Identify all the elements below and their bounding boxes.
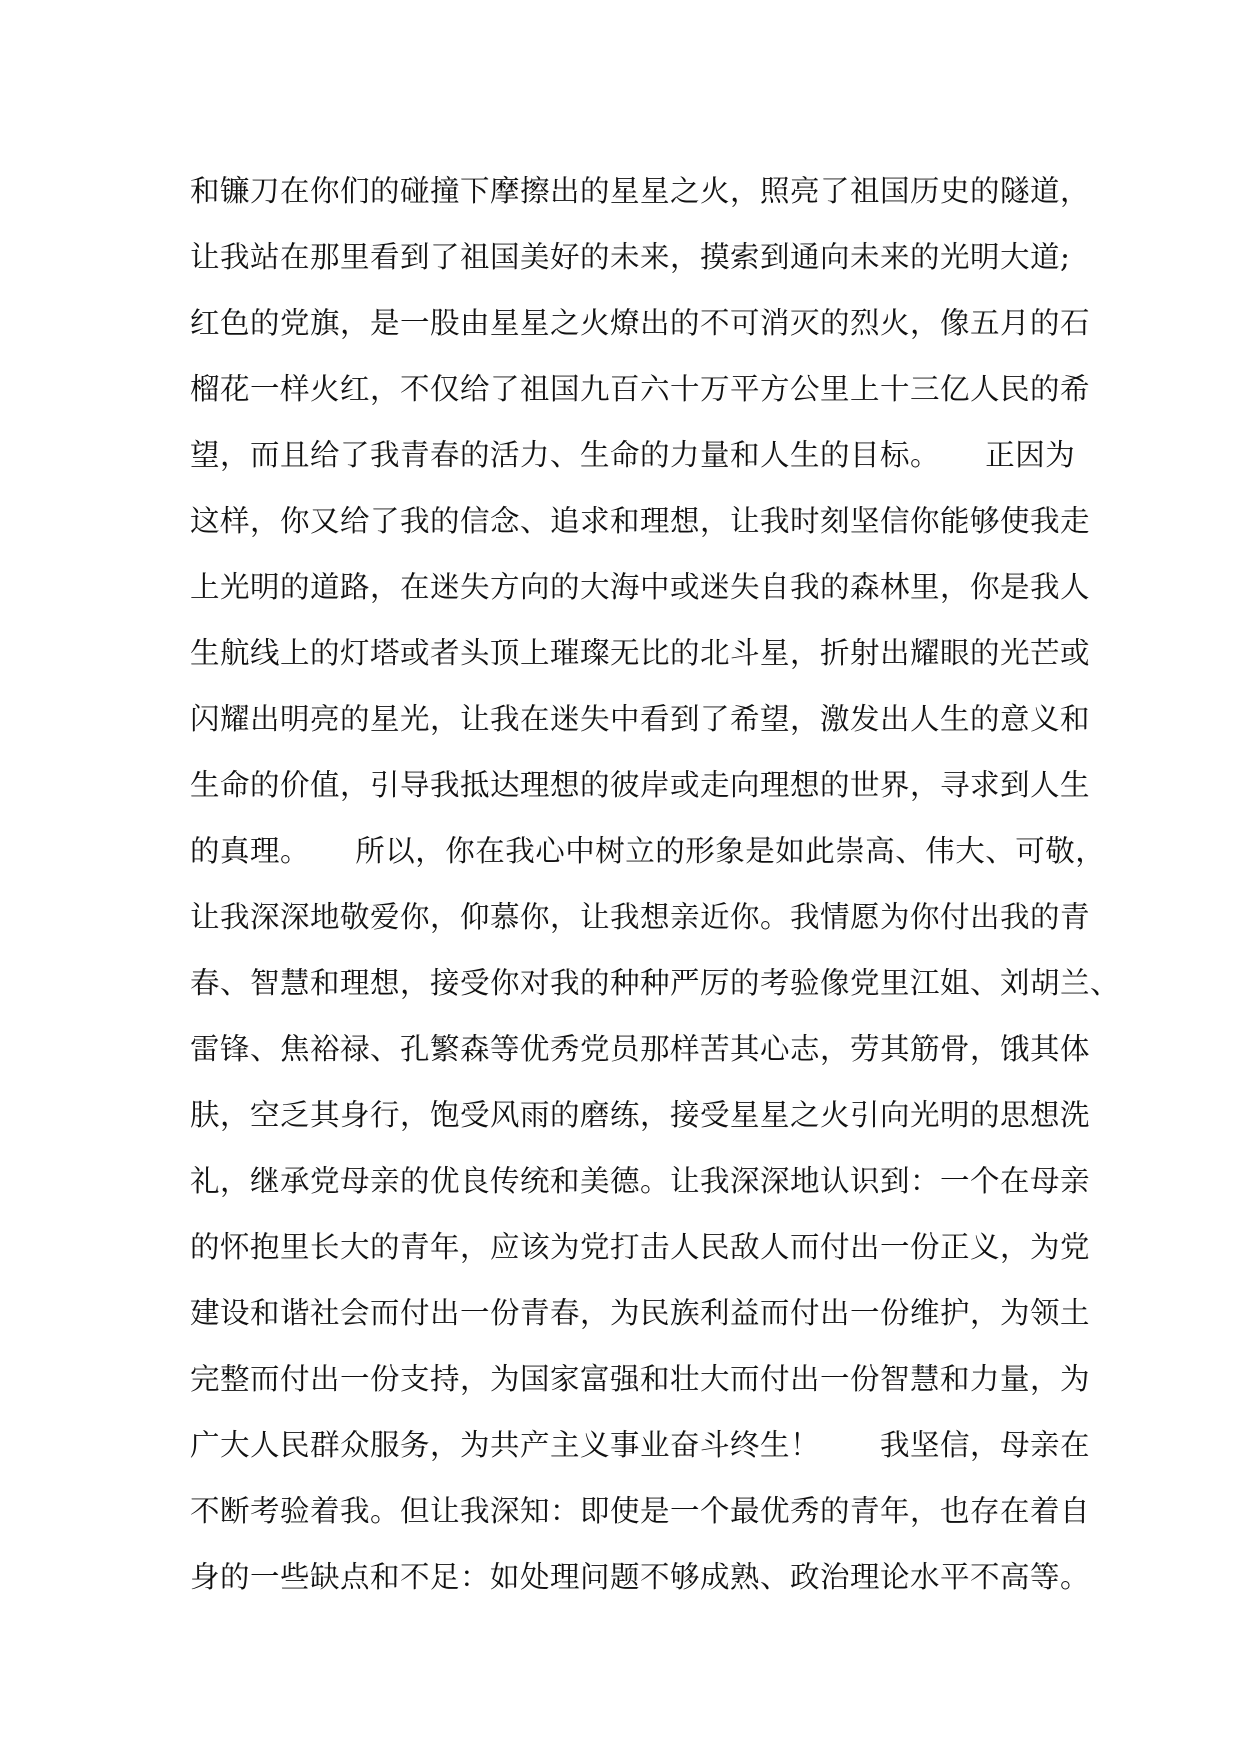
text-line: 不断考验着我。但让我深知：即使是一个最优秀的青年，也存在着自 <box>190 1494 1091 1528</box>
text-line: 建设和谐社会而付出一份青春，为民族利益而付出一份维护，为领土 <box>190 1296 1091 1330</box>
text-line: 的真理。 所以，你在我心中树立的形象是如此崇高、伟大、可敬， <box>190 834 1106 868</box>
text-line: 春、智慧和理想，接受你对我的种种严厉的考验像党里江姐、刘胡兰、 <box>190 966 1121 1000</box>
text-line: 生命的价值，引导我抵达理想的彼岸或走向理想的世界，寻求到人生 <box>190 768 1091 802</box>
text-line: 礼，继承党母亲的优良传统和美德。让我深深地认识到：一个在母亲 <box>190 1164 1091 1198</box>
text-line: 的怀抱里长大的青年，应该为党打击人民敌人而付出一份正义，为党 <box>190 1230 1091 1264</box>
text-line: 让我站在那里看到了祖国美好的未来，摸索到通向未来的光明大道; <box>190 240 1071 274</box>
text-line: 生航线上的灯塔或者头顶上璀璨无比的北斗星，折射出耀眼的光芒或 <box>190 636 1091 670</box>
text-line: 让我深深地敬爱你，仰慕你，让我想亲近你。我情愿为你付出我的青 <box>190 900 1091 934</box>
body-text <box>190 158 1121 1610</box>
text-line: 肤，空乏其身行，饱受风雨的磨练，接受星星之火引向光明的思想洗 <box>190 1098 1091 1132</box>
text-line: 榴花一样火红，不仅给了祖国九百六十万平方公里上十三亿人民的希 <box>190 372 1091 406</box>
text-line: 望，而且给了我青春的活力、生命的力量和人生的目标。 正因为 <box>190 438 1076 472</box>
text-line: 身的一些缺点和不足：如处理问题不够成熟、政治理论水平不高等。 <box>190 1560 1091 1594</box>
text-line: 和镰刀在你们的碰撞下摩擦出的星星之火，照亮了祖国历史的隧道， <box>190 174 1091 208</box>
text-line: 上光明的道路，在迷失方向的大海中或迷失自我的森林里，你是我人 <box>190 570 1091 604</box>
text-line: 闪耀出明亮的星光，让我在迷失中看到了希望，激发出人生的意义和 <box>190 702 1091 736</box>
text-line: 这样，你又给了我的信念、追求和理想，让我时刻坚信你能够使我走 <box>190 504 1091 538</box>
text-line: 完整而付出一份支持，为国家富强和壮大而付出一份智慧和力量，为 <box>190 1362 1091 1396</box>
text-line: 雷锋、焦裕禄、孔繁森等优秀党员那样苦其心志，劳其筋骨，饿其体 <box>190 1032 1091 1066</box>
text-line: 广大人民群众服务，为共产主义事业奋斗终生！ 我坚信，母亲在 <box>190 1428 1091 1462</box>
text-line: 红色的党旗，是一股由星星之火燎出的不可消灭的烈火，像五月的石 <box>190 306 1091 340</box>
